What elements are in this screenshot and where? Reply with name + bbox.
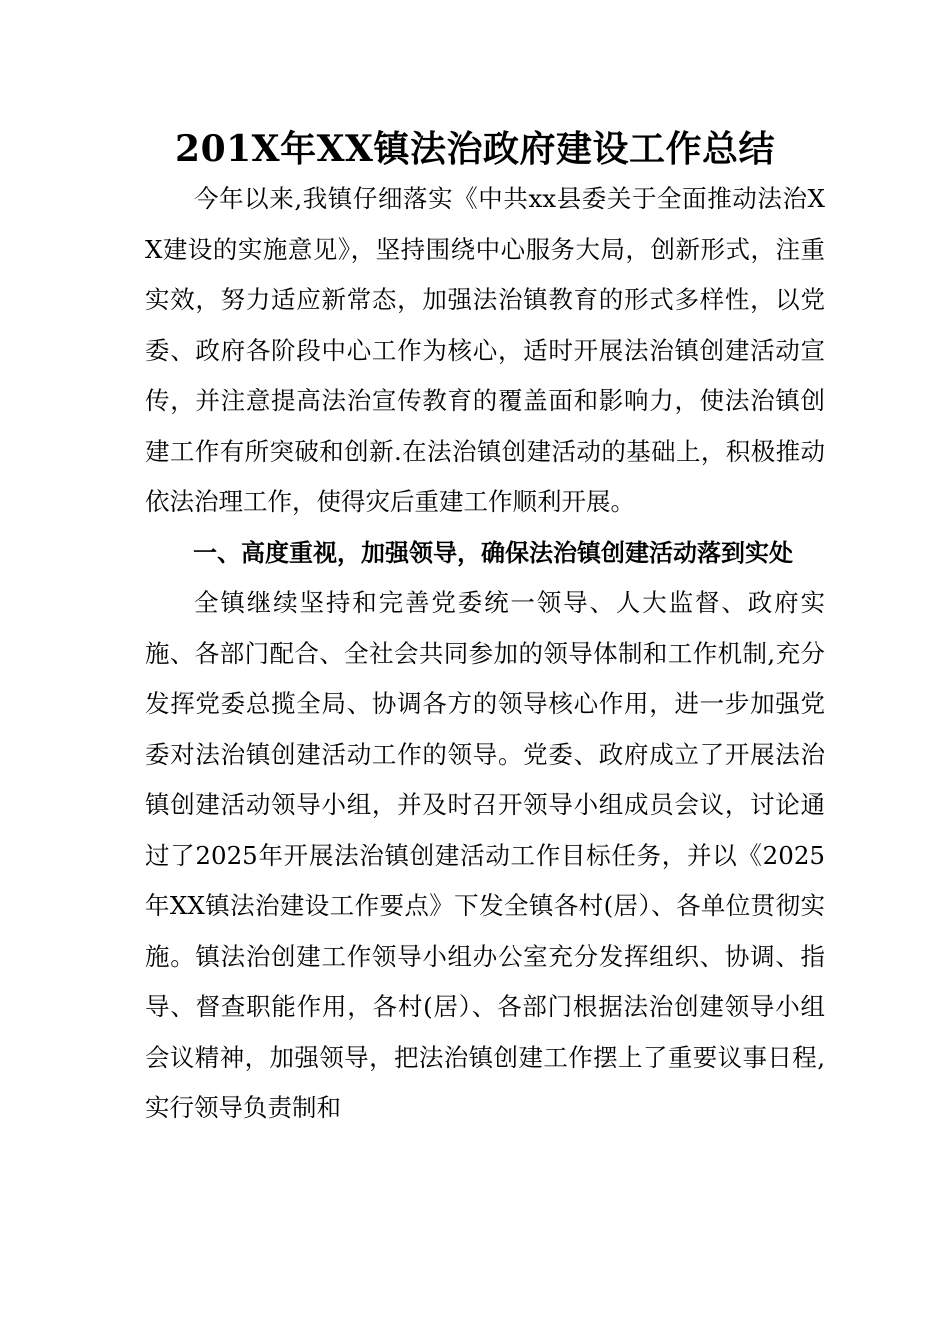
document-title: 201X年XX镇法治政府建设工作总结 (175, 128, 775, 170)
intro-paragraph: 今年以来,我镇仔细落实《中共xx县委关于全面推动法治XX建设的实施意见》，坚持围绕中心服务大局，创新形式，注重实效，努力适应新常态，加强法治镇教育的形式多样性，以党委、政府各阶段中心工作为核心，适时开展法治镇创建活动宣传，并注意提高法治宣传教育的覆盖面和影响力，使法治镇创建工作有所突破和创新.在法治镇创建活动的基础上，积极推动依法治理工作，使得灾后重建工作顺利开展。 (145, 184, 825, 516)
document-body (145, 174, 825, 1134)
section-1-paragraph: 全镇继续坚持和完善党委统一领导、人大监督、政府实施、各部门配合、全社会共同参加的领导体制和工作机制,充分发挥党委总揽全局、协调各方的领导核心作用，进一步加强党委对法治镇创建活动工作的领导。党委、政府成立了开展法治镇创建活动领导小组，并及时召开领导小组成员会议，讨论通过了2025年开展法治镇创建活动工作目标任务，并以《2025年XX镇法治建设工作要点》下发全镇各村(居）、各单位贯彻实施。镇法治创建工作领导小组办公室充分发挥组织、协调、指导、督查职能作用，各村(居）、各部门根据法治创建领导小组会议精神，加强领导，把法治镇创建工作摆上了重要议事日程,实行领导负责制和 (145, 588, 825, 1122)
section-heading-1: 一、高度重视，加强领导，确保法治镇创建活动落到实处 (193, 538, 793, 567)
